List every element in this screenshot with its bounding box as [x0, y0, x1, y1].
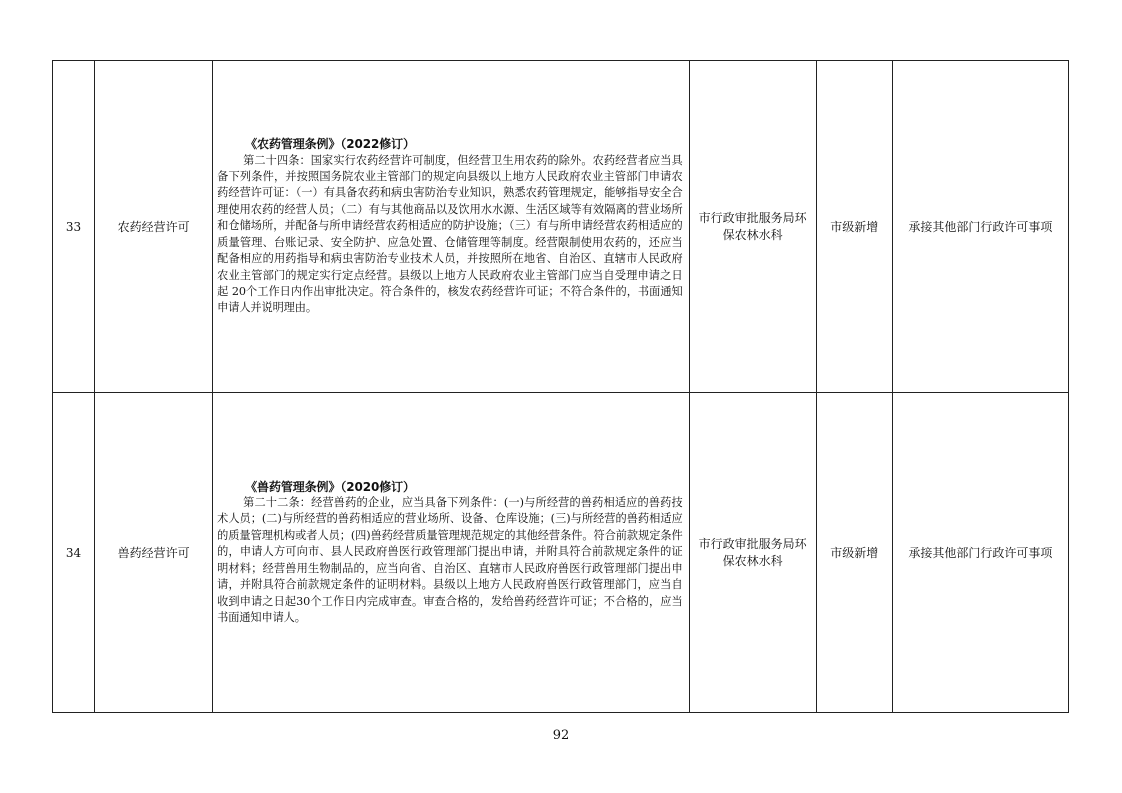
- item-name-cell: 兽药经营许可: [95, 393, 213, 713]
- department-cell: [689, 393, 816, 713]
- item-number-cell: 34: [53, 393, 95, 713]
- licensing-items-table: [52, 60, 1069, 713]
- item-name-cell: 农药经营许可: [95, 61, 213, 393]
- remark-cell: 承接其他部门行政许可事项: [892, 393, 1068, 713]
- item-number-cell: 33: [53, 61, 95, 393]
- level-cell: 市级新增: [816, 393, 892, 713]
- legal-basis-cell: [213, 393, 689, 713]
- table-row: [53, 393, 1069, 713]
- article-text: 第二十四条：国家实行农药经营许可制度，但经营卫生用农药的除外。农药经营者应当具备下列条件，并按照国务院农业主管部门的规定向县级以上地方人民政府农业主管部门申请农药经营许可证：（一）有具备农药和病虫害防治专业知识，熟悉农药管理规定，能够指导安全合理使用农药的经营人员；（二）有与其他商品以及饮用水水源、生活区域等有效隔离的营业场所和仓储场所，并配备与所申请经营农药相适应的防护设施；（三）有与所申请经营农药相适应的质量管理、台账记录、安全防护、应急处置、仓储管理等制度。经营限制使用农药的，还应当配备相应的用药指导和病虫害防治专业技术人员，并按照所在地省、自治区、直辖市人民政府农业主管部门的规定实行定点经营。县级以上地方人民政府农业主管部门应当自受理申请之日起 20个工作日内作出审批决定。符合条件的，核发农药经营许可证；不符合条件的，书面通知申请人并说明理由。: [217, 153, 683, 315]
- law-title: 《兽药管理条例》（2020修订）: [245, 479, 415, 494]
- page-number: 92: [552, 728, 570, 743]
- remark-cell: 承接其他部门行政许可事项: [892, 61, 1068, 393]
- department-text: 市行政审批服务局环保农林水科: [698, 210, 807, 242]
- legal-basis-cell: [213, 61, 689, 393]
- level-cell: 市级新增: [816, 61, 892, 393]
- department-text: 市行政审批服务局环保农林水科: [698, 536, 807, 568]
- department-cell: [689, 61, 816, 393]
- article-text: 第二十二条：经营兽药的企业，应当具备下列条件：(一)与所经营的兽药相适应的兽药技术人员；(二)与所经营的兽药相适应的营业场所、设备、仓库设施；(三)与所经营的兽药相适应的质量管理机构或者人员；(四)兽药经营质量管理规范规定的其他经营条件。符合前款规定条件的，申请人方可向市、县人民政府兽医行政管理部门提出申请，并附具符合前款规定条件的证明材料；经营兽用生物制品的，应当向省、自治区、直辖市人民政府兽医行政管理部门提出申请，并附具符合前款规定条件的证明材料。县级以上地方人民政府兽医行政管理部门，应当自收到申请之日起30个工作日内完成审查。审查合格的，发给兽药经营许可证；不合格的，应当书面通知申请人。: [217, 496, 683, 624]
- law-title: 《农药管理条例》（2022修订）: [245, 137, 415, 152]
- table-row: [53, 61, 1069, 393]
